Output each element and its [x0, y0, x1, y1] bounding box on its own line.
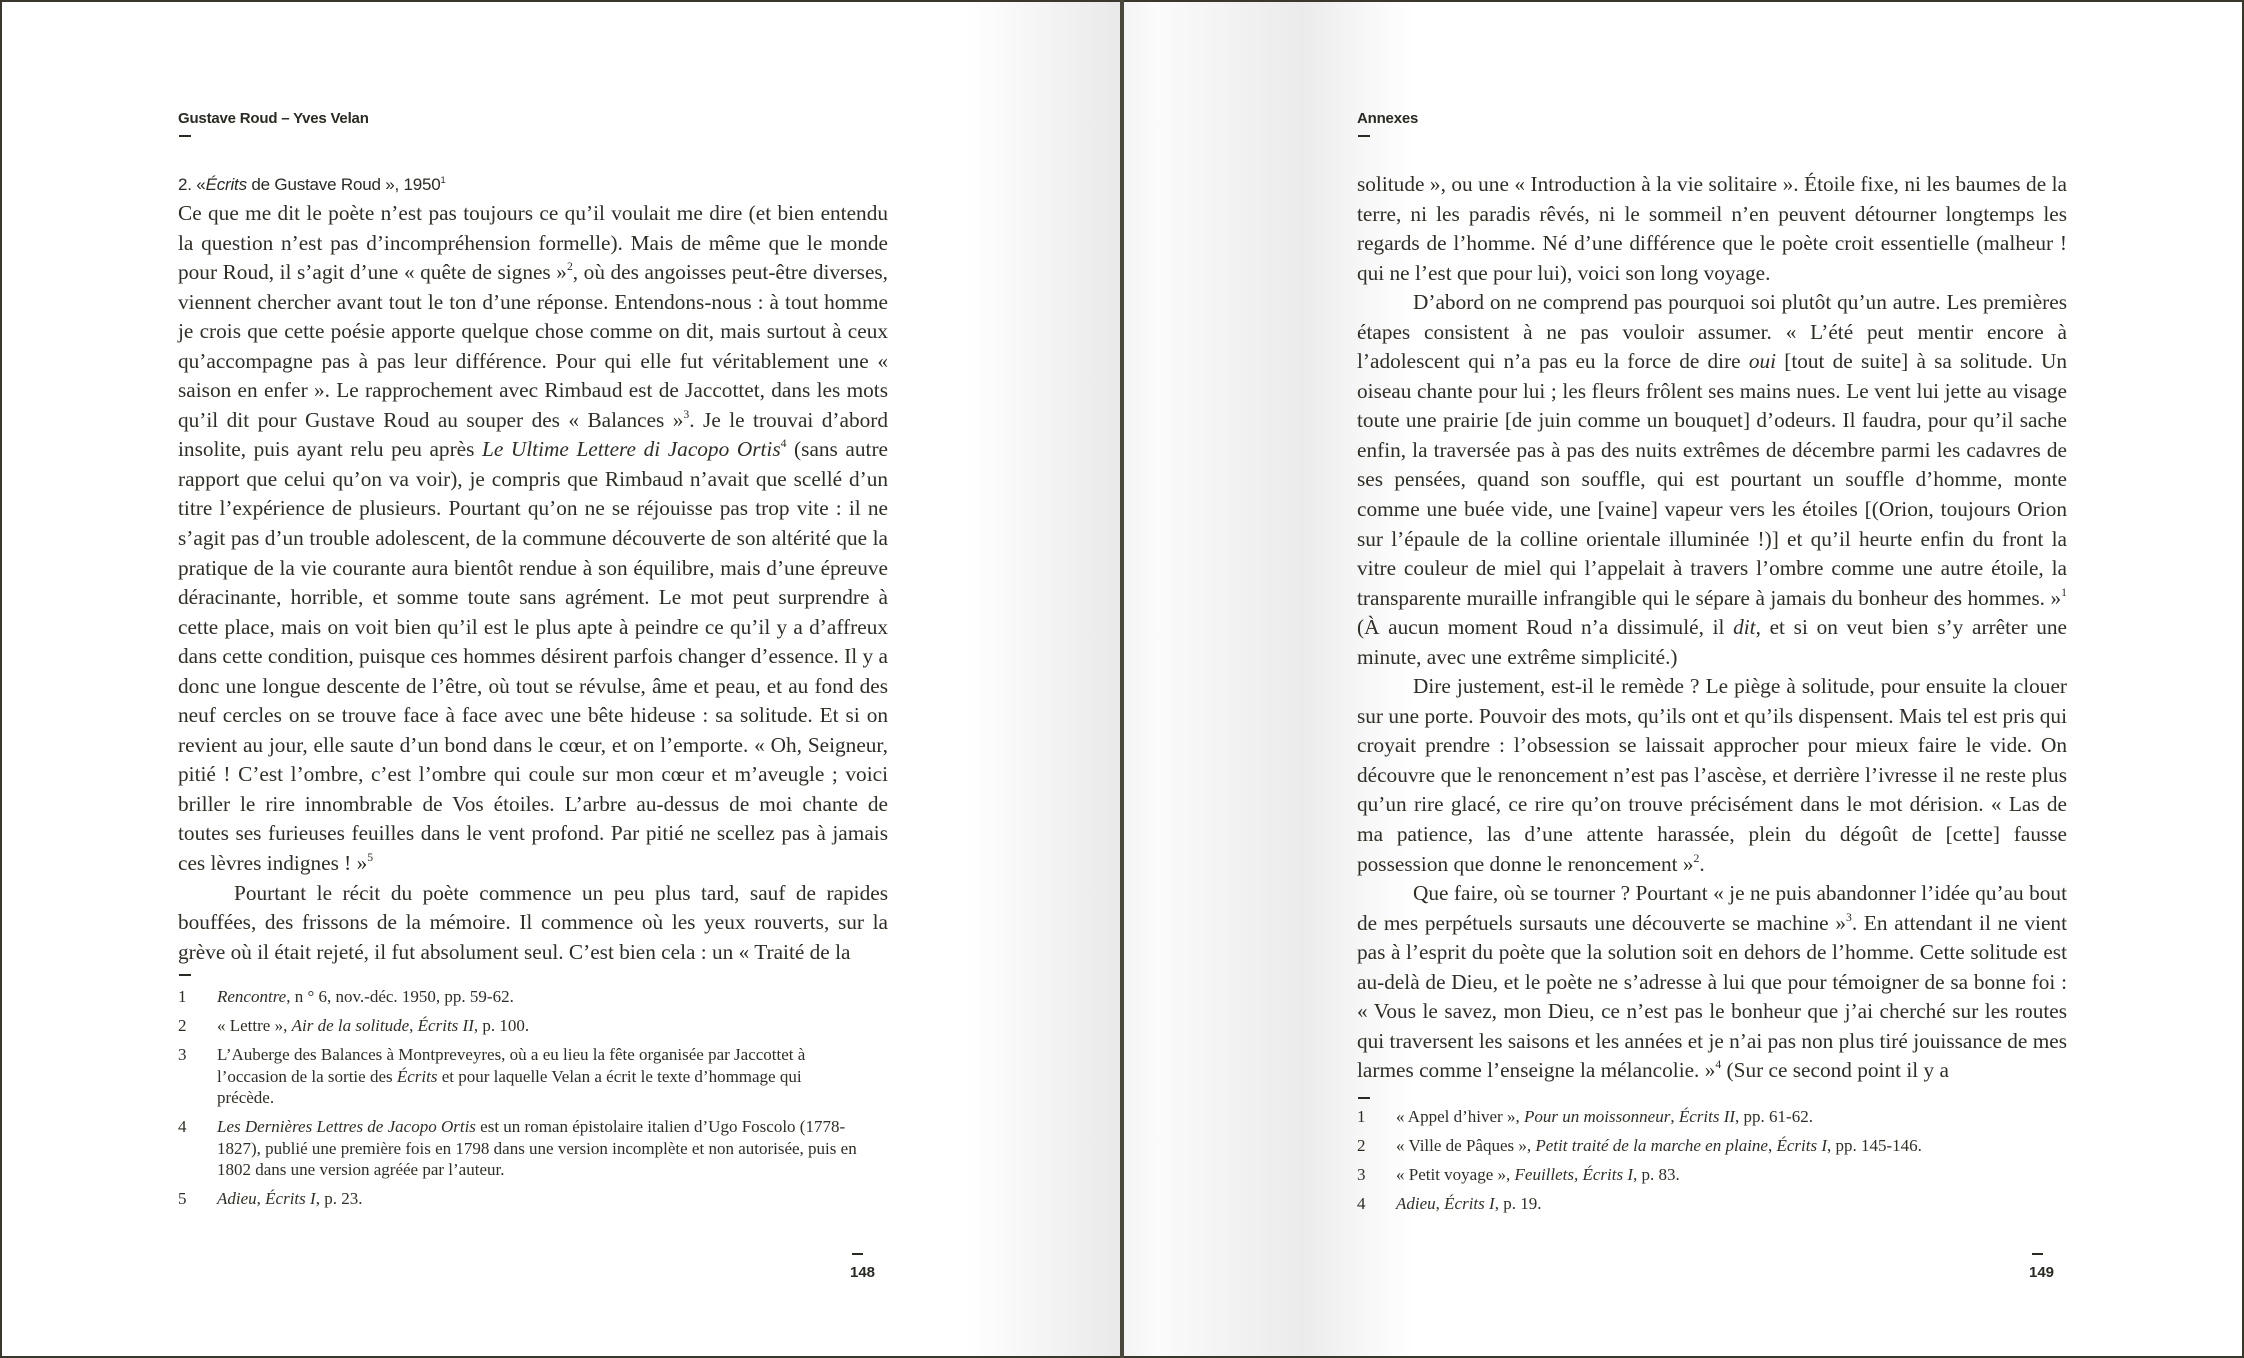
page-number: 148: [850, 1264, 876, 1281]
italic-text: Air de la solitude: [291, 1016, 410, 1035]
text-run: est un roman épistolaire italien d’Ugo Foscolo (1778-1827), publié une première fois en 1798 dans une version incomplète et non autorisée, puis en 1802 dans une version agréée par l’auteur.: [217, 1117, 857, 1179]
italic-text: Feuillets, Écrits I,: [1514, 1165, 1638, 1184]
footnote: [178, 1015, 888, 1037]
text-run: p. 83.: [1637, 1165, 1680, 1184]
text-run: Ce que me dit le poète n’est pas toujours ce qu’il voulait me dire (et bien entendu la question n’est pas d’incompréhension formelle). Mais de même que le monde pour Roud, il s’agit d’une « quête de signes »: [178, 201, 888, 285]
text-run: ,: [1767, 1136, 1777, 1155]
italic-text: oui: [1748, 349, 1777, 374]
text-run: ,: [409, 1016, 418, 1035]
footnote-ref[interactable]: 2: [1693, 851, 1700, 865]
running-head-dash: [1358, 135, 1370, 137]
section-number: 2. «: [178, 175, 206, 194]
italic-text: Adieu: [1396, 1194, 1436, 1213]
footnote-text: [1396, 1106, 2036, 1128]
footnote-text: [1396, 1164, 2036, 1186]
text-run: et pour laquelle Velan a écrit le texte d’hommage qui précède.: [217, 1066, 802, 1107]
footnote-number: 5: [178, 1189, 187, 1208]
text-run: , p. 100.: [473, 1016, 530, 1035]
folio-dash: [2032, 1253, 2043, 1255]
text-run: L’Auberge des Balances à Montpreveyres, où a eu lieu la fête organisée par Jaccottet à l’occasion de la sortie des: [217, 1045, 806, 1086]
footnote: [178, 1044, 888, 1109]
text-run: « Petit voyage »,: [1396, 1165, 1515, 1184]
italic-text: dit: [1733, 615, 1756, 640]
footnote-ref[interactable]: 3: [683, 408, 690, 422]
paragraph: [1357, 879, 2067, 1086]
body-paragraphs: [1357, 170, 2067, 1086]
text-run: . En attendant il ne vient pas à l’esprit du poète que la solution soit en dehors de l’homme. Cette solitude est au-delà de Dieu, et le poète ne s’adresse à lui que pour témoigner de sa bonne foi : « Vous le savez, mon Dieu, ce n’est pas le bonheur que j’ai cherché sur les routes qui traversent les saisons et les années et je n’ai pas non plus tiré jouissance de mes larmes comme l’enseigne la mélancolie. »: [1357, 910, 2067, 1083]
running-head: Annexes: [1357, 110, 1419, 127]
page-number: 149: [2029, 1264, 2055, 1281]
footnote-text: [1396, 1193, 2036, 1215]
text-run: Pourtant le récit du poète commence un peu plus tard, sauf de rapides bouffées, des frissons de la mémoire. Il commence où les yeux rouverts, sur la grève où il était rejeté, il fut absolument seul. C’est bien cela : un « Traité de la: [178, 880, 888, 964]
footnotes: [178, 986, 888, 1217]
paragraph: [1357, 288, 2067, 672]
footnote: [1357, 1135, 2067, 1157]
text-run: D’abord on ne comprend pas pourquoi soi plutôt qu’un autre. Les premières étapes consistent à ne pas vouloir assumer. « L’été peut mentir encore à l’adolescent qui n’a pas eu la force de dire: [1357, 290, 2067, 374]
footnote-number: 1: [1357, 1107, 1366, 1126]
italic-text: Écrits II: [417, 1016, 474, 1035]
italic-text: Adieu: [217, 1189, 257, 1208]
footnote-text: [217, 1044, 857, 1109]
text-run: (sans autre rapport que celui qu’on va voir), je compris que Rimbaud n’avait que scellé d’un titre l’expérience de plusieurs. Pourtant qu’on ne se réjouisse pas trop vite : il ne s’agit pas d’un trouble adolescent, de la commune découverte de son altérité que la pratique de la vie courante aura bientôt rendue à son équilibre, mais d’une épreuve déracinante, horrible, et somme toute sans agrément. Le mot peut surprendre à cette place, mais on voit bien qu’il est le plus apte à peindre ce qu’il y a d’affreux dans cette condition, puisque ces hommes désirent parfois changer d’essence. Il y a donc une longue descente de l’être, où tout se révulse, âme et peau, et au fond des neuf cercles on se trouve face à face avec une bête hideuse : sa solitude. Et si on revient au jour, elle saute d’un bond dans le cœur, et on l’emporte. « Oh, Seigneur, pitié ! C’est l’ombre, c’est l’ombre qui coule sur mon cœur et m’aveugle ; voici briller le rire innombrable de Vos étoiles. L’arbre au-dessus de moi chante de toutes ses furieuses feuilles dans le vent profond. Par pitié ne scellez pas à jamais ces lèvres indignes ! »: [178, 437, 888, 876]
footnote: [1357, 1106, 2067, 1128]
footnote-ref[interactable]: 5: [367, 851, 374, 865]
text-run: , p. 23.: [315, 1189, 363, 1208]
footnote-text: [1396, 1135, 2036, 1157]
footnote-ref[interactable]: 3: [1845, 910, 1852, 924]
text-run: [tout de suite] à sa solitude. Un oiseau chante pour lui ; les fleurs frôlent ses mains nues. Le vent lui jette au visage toute une prairie [de juin comme un bouquet] d’odeurs. Il faudra, pour qu’il sache enfin, la traversée pas à pas des nuits extrêmes de décembre parmi les cadavres de ses pensées, quand son souffle, qui est pourtant un souffle d’homme, monte comme une buée vide, une [vaine] vapeur vers les étoiles [(Orion, toujours Orion sur l’épaule de la colline orientale illuminée !)] et qu’il heurte enfin du front la vitre couleur de miel qui l’appelait à travers l’ombre comme une autre étoile, la transparente muraille infrangible qui le sépare à jamais du bonheur des hommes. »: [1357, 349, 2068, 610]
text-run: ,: [1435, 1194, 1445, 1213]
text-run: , et si on veut bien s’y arrêter une minute, avec une extrême simplicité.): [1357, 615, 2067, 669]
text-run: . Je le trouvai d’abord insolite, puis ayant relu peu après: [178, 407, 888, 462]
italic-text: Pour un moissonneur: [1523, 1107, 1671, 1126]
footnote-text: [217, 1188, 857, 1210]
right-page: [1124, 2, 2242, 1356]
footnotes: [1357, 1106, 2067, 1222]
body-paragraphs: [178, 199, 888, 967]
italic-text: Écrits II: [1678, 1107, 1736, 1126]
text-run: Que faire, où se tourner ? Pourtant « je ne puis abandonner l’idée qu’au bout de mes perpétuels sursauts une découverte se machine »: [1357, 881, 2067, 935]
text-run: (Sur ce second point il y a: [1721, 1058, 1949, 1083]
text-run: Dire justement, est-il le remède ? Le piège à solitude, pour ensuite la clouer sur une porte. Pouvoir des mots, qu’ils ont et qu’ils dispensent. Mais tel est pris qui croyait prendre : l’obsession se laissait approcher pour mieux faire le vide. On découvre que le renoncement n’est pas l’ascèse, et derrière l’ivresse il ne reste plus qu’un rire glacé, ce rire qu’on trouve précisément dans le mot dérision. « Las de ma patience, las d’une attente harassée, plein du dégoût de [cette] fausse possession que donne le renoncement »: [1357, 674, 2067, 876]
footnote-text: [217, 1116, 857, 1181]
footnote: [178, 1188, 888, 1210]
text-run: ,: [1670, 1107, 1679, 1126]
italic-text: Écrits I: [265, 1189, 316, 1208]
italic-text: Rencontre: [217, 987, 287, 1006]
text-run: solitude », ou une « Introduction à la vie solitaire ». Étoile fixe, ni les baumes de la terre, ni les paradis rêvés, ni le sommeil n’en peuvent détourner longtemps les regards de l’homme. Né d’une différence que le poète croit essentielle (malheur ! qui ne l’est que pour lui), voici son long voyage.: [1357, 172, 2067, 285]
running-head: Gustave Roud – Yves Velan: [178, 110, 369, 127]
text-run: « Ville de Pâques »,: [1396, 1136, 1536, 1155]
footnote-ref[interactable]: 4: [1715, 1058, 1722, 1072]
text-run: .: [1699, 851, 1705, 876]
text-run: (À aucun moment Roud n’a dissimulé, il: [1357, 615, 1734, 640]
folio-dash: [852, 1253, 863, 1255]
main-text: [1357, 170, 2067, 1086]
italic-text: Petit traité de la marche en plaine: [1535, 1136, 1768, 1155]
italic-text: Les Dernières Lettres de Jacopo Ortis: [217, 1117, 476, 1136]
paragraph: [178, 879, 888, 968]
section-title-italic: Écrits: [205, 175, 247, 194]
footnote-number: 4: [178, 1117, 187, 1136]
text-run: « Appel d’hiver »,: [1396, 1107, 1524, 1126]
running-head-dash: [179, 135, 191, 137]
text-run: , p. 19.: [1494, 1194, 1542, 1213]
italic-text: Le Ultime Lettere di Jacopo Ortis: [482, 437, 781, 462]
footnote: [178, 1116, 888, 1181]
footnote-number: 2: [178, 1016, 187, 1035]
footnote-number: 3: [178, 1045, 187, 1064]
footnote-ref[interactable]: 1: [440, 175, 446, 185]
text-run: , n ° 6, nov.-déc. 1950, pp. 59-62.: [286, 987, 514, 1006]
italic-text: Écrits: [396, 1066, 438, 1086]
text-run: , pp. 61-62.: [1735, 1107, 1813, 1126]
footnote-separator: [179, 974, 191, 976]
text-run: ,: [256, 1189, 266, 1208]
footnote-number: 2: [1357, 1136, 1366, 1155]
footnote-text: [217, 986, 857, 1008]
italic-text: Écrits I: [1444, 1194, 1495, 1213]
italic-text: Écrits I: [1776, 1136, 1827, 1155]
footnote: [1357, 1193, 2067, 1215]
paragraph: [1357, 672, 2067, 879]
main-text: [178, 170, 888, 967]
text-run: , où des angoisses peut-être diverses, viennent chercher avant tout le ton d’une réponse. Entendons-nous : à tout homme je crois que cette poésie apporte quelque chose comme on dit, mais surtout à ceux qu’accompagne pas à pas leur différence. Pour qui elle fut véritablement une « saison en enfer ». Le rapprochement avec Rimbaud est de Jaccottet, dans les mots qu’il dit pour Gustave Roud au souper des « Balances »: [178, 260, 889, 432]
footnote-number: 1: [178, 987, 187, 1006]
footnote-number: 4: [1357, 1194, 1366, 1213]
footnote-number: 3: [1357, 1165, 1366, 1184]
text-run: , pp. 145-146.: [1827, 1136, 1922, 1155]
footnote-ref[interactable]: 2: [566, 260, 573, 274]
footnote-ref[interactable]: 1: [2061, 585, 2067, 599]
footnote-ref[interactable]: 4: [780, 437, 787, 451]
section-title: [178, 170, 888, 199]
footnote: [178, 986, 888, 1008]
footnote-text: [217, 1015, 857, 1037]
footnote: [1357, 1164, 2067, 1186]
paragraph: [1357, 170, 2067, 288]
footnote-separator: [1358, 1097, 1370, 1099]
paragraph: [178, 199, 888, 879]
section-title-rest: de Gustave Roud », 1950: [246, 175, 441, 194]
text-run: « Lettre »,: [217, 1016, 292, 1035]
left-page: [2, 2, 1120, 1356]
